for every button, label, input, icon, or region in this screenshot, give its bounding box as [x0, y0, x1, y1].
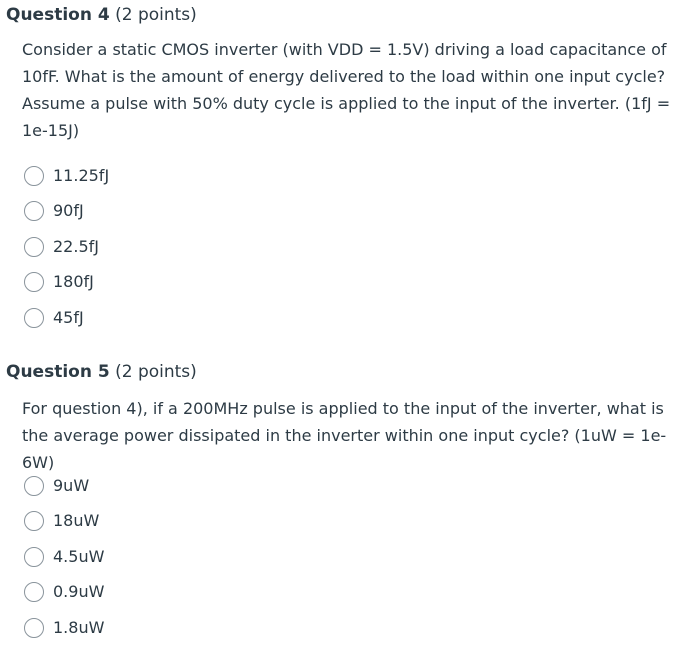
answer-label[interactable]: 18uW [53, 511, 100, 531]
radio-button[interactable] [24, 582, 44, 602]
radio-button[interactable] [24, 547, 44, 567]
question-title: Question 5 [6, 362, 110, 382]
answer-option[interactable] [24, 575, 104, 611]
answer-label[interactable]: 22.5fJ [53, 236, 99, 256]
answer-option[interactable] [24, 468, 104, 504]
answer-label[interactable]: 9uW [53, 475, 90, 495]
answer-option[interactable] [24, 300, 109, 336]
question-header [6, 5, 197, 25]
answer-option[interactable] [24, 229, 109, 265]
answer-label[interactable]: 90fJ [53, 201, 84, 221]
answer-label[interactable]: 45fJ [53, 307, 84, 327]
radio-button[interactable] [24, 308, 44, 328]
question-points: (2 points) [115, 362, 197, 382]
radio-button[interactable] [24, 237, 44, 257]
question-title: Question 4 [6, 5, 110, 25]
answer-label[interactable]: 180fJ [53, 272, 94, 292]
radio-button[interactable] [24, 166, 44, 186]
answer-label[interactable]: 1.8uW [53, 617, 105, 637]
question-header [6, 362, 197, 382]
answer-label[interactable]: 11.25fJ [53, 165, 110, 185]
answer-option[interactable] [24, 194, 109, 230]
answer-label[interactable]: 4.5uW [53, 546, 105, 566]
answer-option[interactable] [24, 158, 109, 194]
radio-button[interactable] [24, 272, 44, 292]
answer-option[interactable] [24, 265, 109, 301]
radio-button[interactable] [24, 201, 44, 221]
radio-button[interactable] [24, 476, 44, 496]
radio-button[interactable] [24, 618, 44, 638]
answer-option[interactable] [24, 504, 104, 540]
question-text: For question 4), if a 200MHz pulse is applied to the input of the inverter, what is the average power dissipated in the inverter within one input cycle? (1uW = 1e-6W) [22, 399, 667, 472]
answer-option[interactable] [24, 539, 104, 575]
answer-label[interactable]: 0.9uW [53, 582, 105, 602]
radio-button[interactable] [24, 511, 44, 531]
answer-option[interactable] [24, 610, 104, 646]
answer-list [24, 468, 104, 646]
question-points: (2 points) [115, 5, 197, 25]
question-text: Consider a static CMOS inverter (with VDD = 1.5V) driving a load capacitance of 10fF. What is the amount of energy delivered to the load within one input cycle? Assume a pulse with 50% duty cycle is applied to the input of the inverter. (1fJ = 1e-15J) [22, 40, 671, 140]
answer-list [24, 158, 109, 336]
